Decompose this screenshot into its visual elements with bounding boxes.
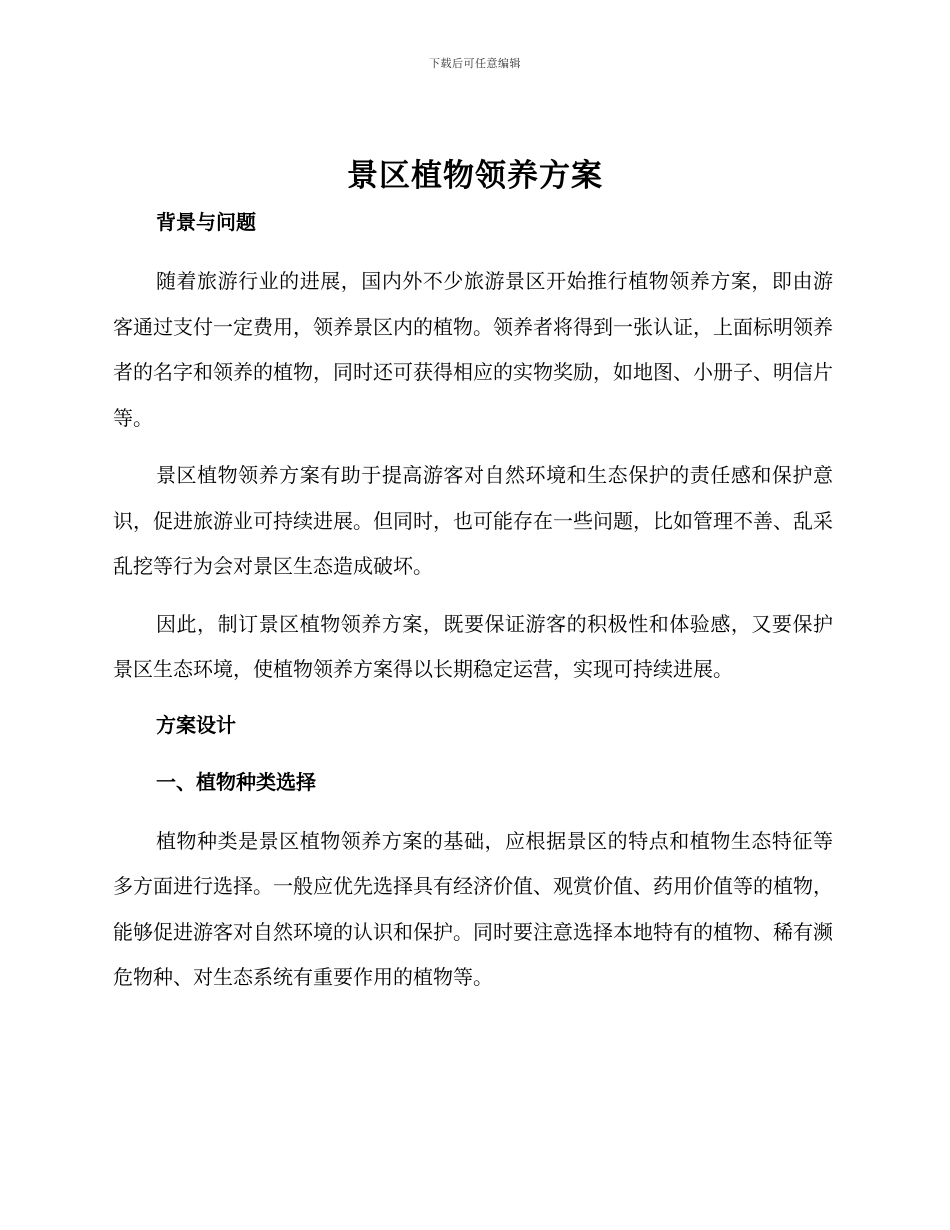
paragraph: 植物种类是景区植物领养方案的基础，应根据景区的特点和植物生态特征等多方面进行选择。一般应优先选择具有经济价值、观赏价值、药用价值等的植物，能够促进游客对自然环境的认识和保护。同时要注意选择本地特有的植物、稀有濒危物种、对生态系统有重要作用的植物等。 [113,828,833,989]
paragraph: 景区植物领养方案有助于提高游客对自然环境和生态保护的责任感和保护意识，促进旅游业可持续进展。但同时，也可能存在一些问题，比如管理不善、乱采乱挖等行为会对景区生态造成破坏。 [113,463,833,578]
subsection-heading-plant-selection: 一、植物种类选择 [156,769,316,794]
header-note: 下载后可任意编辑 [429,57,521,70]
section-heading-background: 背景与问题 [156,210,256,234]
section-heading-plan: 方案设计 [156,712,236,737]
paragraph: 因此，制订景区植物领养方案，既要保证游客的积极性和体验感，又要保护景区生态环境，使植物领养方案得以长期稳定运营，实现可持续进展。 [113,611,833,681]
paragraph: 随着旅游行业的进展，国内外不少旅游景区开始推行植物领养方案，即由游客通过支付一定费用，领养景区内的植物。领养者将得到一张认证，上面标明领养者的名字和领养的植物，同时还可获得相应的实物奖励，如地图、小册子、明信片等。 [113,269,833,430]
document-title: 景区植物领养方案 [347,158,603,194]
document-body [113,202,833,1013]
